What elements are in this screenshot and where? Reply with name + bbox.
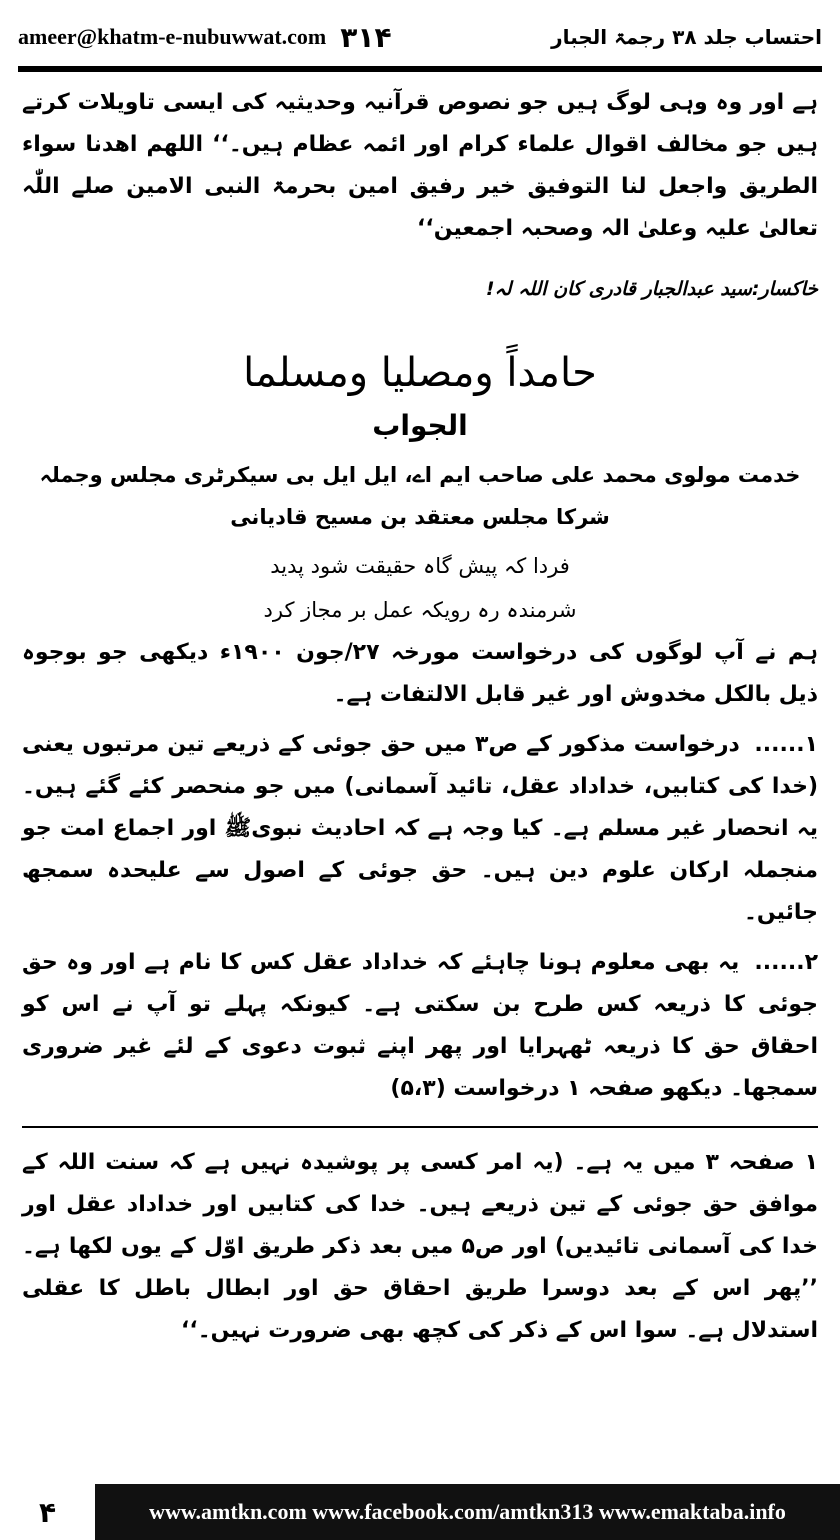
item-1-number: ۱...... bbox=[754, 732, 819, 757]
page-content bbox=[22, 82, 818, 1360]
page-footer bbox=[0, 1484, 840, 1540]
intro-paragraph: ہم نے آپ لوگوں کی درخواست مورخہ ۲۷/جون ۱۹۰۰ء دیکھی جو بوجوہ ذیل بالکل مخدوش اور غیر قابل الالتفات ہے۔ bbox=[22, 640, 819, 707]
closing-paragraph: ہے اور وہ وہی لوگ ہیں جو نصوص قرآنیہ وحدیثیہ کی ایسی تاویلات کرتے ہیں جو مخالف اقوال علماء کرام اور ائمہ عظام ہیں۔‘‘ اللھم اھدنا سواء الطریق واجعل لنا التوفیق خیر رفیق امین بحرمۃ النبی الامین صلے اللّٰہ تعالیٰ علیہ وعلیٰ الہ وصحبہ اجمعین‘‘ bbox=[22, 90, 818, 241]
numbered-item-1 bbox=[22, 724, 818, 934]
signature: خاکسار:سید عبدالجبار قادری کان اللہ لہ! bbox=[485, 278, 818, 300]
item-2-text: یہ بھی معلوم ہونا چاہئے کہ خداداد عقل کس کا نام ہے اور وہ حق جوئی کا ذریعہ کس طرح بن سکتی ہے۔ کیونکہ پہلے تو آپ نے اس کو احقاق حق کا ذریعہ ٹھہرایا اور پھر اپنے ثبوت دعوی کے لئے غیر ضروری سمجھا۔ دیکھو صفحہ ۱ درخواست (۵،۳) bbox=[22, 950, 818, 1101]
header-email[interactable]: ameer@khatm-e-nubuwwat.com bbox=[18, 24, 327, 49]
header-rule bbox=[18, 66, 822, 72]
numbered-item-2 bbox=[22, 942, 818, 1110]
running-title: احتساب جلد ۳۸ رجمۃ الجبار bbox=[551, 25, 822, 49]
header-left bbox=[18, 21, 392, 54]
header-page-number: ۳۱۴ bbox=[340, 20, 392, 54]
footnote: ۱ صفحہ ۳ میں یہ ہے۔ (یہ امر کسی پر پوشیدہ نہیں ہے کہ سنت اللہ کے موافق حق جوئی کے تین ذریعے ہیں۔ خدا کی کتابیں اور خداداد عقل اور خدا کی آسمانی تائیدیں) اور ص۵ میں بعد ذکر طریق اوّل کے یوں لکھا ہے۔ ’’پھر اس کے بعد دوسرا طریق احقاق حق اور ابطال باطل کا عقلی استدلال ہے۔ سوا اس کے ذکر کی کچھ بھی ضرورت نہیں۔‘‘ bbox=[22, 1126, 818, 1352]
verse-line-1: فردا کہ پیش گاہ حقیقت شود پدید bbox=[270, 554, 570, 578]
footer-links[interactable]: www.amtkn.com www.facebook.com/amtkn313 www.emaktaba.info bbox=[95, 1484, 840, 1540]
heading-answer: الجواب bbox=[372, 409, 468, 442]
item-1-text: درخواست مذکور کے ص۳ میں حق جوئی کے ذریعے تین مرتبوں یعنی (خدا کی کتابیں، خداداد عقل، تائید آسمانی) میں جو منحصر کئے گئے ہیں۔ یہ انحصار غیر مسلم ہے۔ کیا وجہ ہے کہ احادیث نبویﷺ اور اجماع امت جو منجملہ ارکان علوم دین ہیں۔ حق جوئی کے اصول سے علیحدہ سمجھ جائیں۔ bbox=[22, 732, 818, 925]
verse-line-2: شرمندہ رہ رویکہ عمل بر مجاز کرد bbox=[263, 598, 577, 622]
addressee-line: خدمت مولوی محمد علی صاحب ایم اے، ایل ایل بی سیکرٹری مجلس وجملہ شرکا مجلس معتقد بن مسیح قادیانی bbox=[39, 463, 801, 529]
item-2-number: ۲...... bbox=[754, 950, 818, 975]
footer-page-number: ۴ bbox=[0, 1484, 95, 1540]
heading-hamdan: حامداً ومصلیا ومسلما bbox=[243, 350, 597, 396]
page-header bbox=[18, 14, 822, 60]
